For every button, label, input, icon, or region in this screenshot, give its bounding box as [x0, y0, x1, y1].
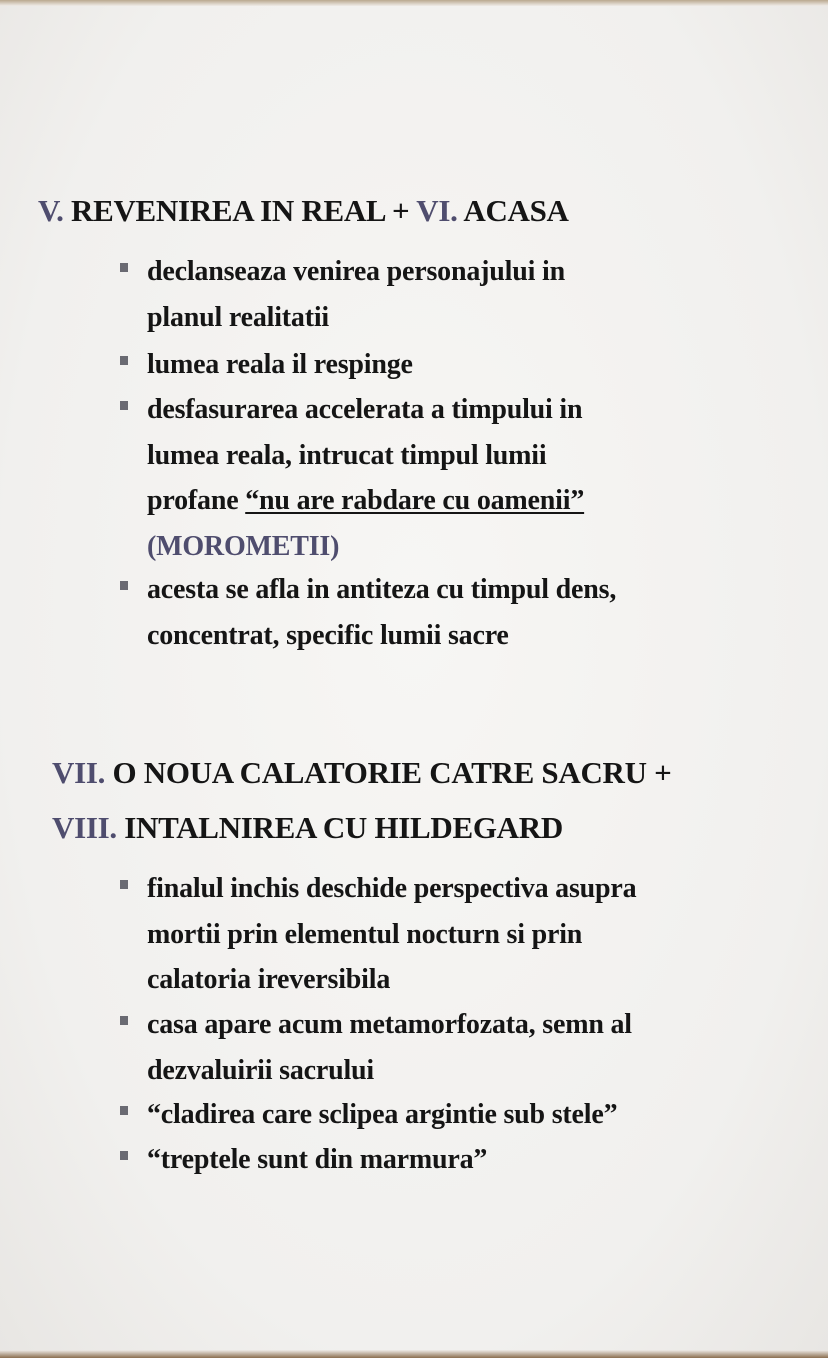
square-bullet-icon: [120, 356, 128, 365]
bullet-item: [120, 387, 584, 569]
section-heading-viii: [52, 810, 563, 846]
item-line: casa apare acum metamorfozata, semn al: [147, 1009, 632, 1040]
item-line: declanseaza venirea personajului in: [147, 256, 565, 287]
item-line: calatoria ireversibila: [147, 964, 391, 995]
bullet-item: [120, 1002, 632, 1093]
square-bullet-icon: [120, 1151, 128, 1160]
item-line: lumea reala, intrucat timpul lumii: [147, 439, 547, 471]
bullet-item: [120, 342, 413, 388]
heading-number: VI.: [416, 193, 458, 228]
underlined-quote: “nu are rabdare cu oamenii”: [245, 485, 585, 516]
item-line: “treptele sunt din marmura”: [147, 1144, 488, 1175]
item-line: lumea reala il respinge: [147, 349, 413, 380]
page-top-edge: [0, 0, 828, 6]
bullet-item: [120, 249, 565, 340]
item-line: dezvaluirii sacrului: [147, 1054, 375, 1086]
heading-text: REVENIREA IN REAL +: [71, 193, 417, 228]
bullet-item: [120, 1092, 617, 1138]
bullet-item: [120, 567, 616, 658]
square-bullet-icon: [120, 581, 128, 590]
heading-text: ACASA: [463, 193, 569, 228]
square-bullet-icon: [120, 1016, 128, 1025]
page-bottom-edge: [0, 1350, 828, 1358]
square-bullet-icon: [120, 880, 128, 889]
item-line: concentrat, specific lumii sacre: [147, 619, 509, 651]
bullet-item: [120, 1137, 487, 1183]
heading-number: VII.: [52, 755, 106, 790]
section-heading-v-vi: [38, 193, 569, 229]
quote-prefix: profane: [147, 485, 246, 516]
square-bullet-icon: [120, 1106, 128, 1115]
section-heading-vii: [52, 755, 672, 791]
heading-text: INTALNIREA CU HILDEGARD: [124, 810, 563, 845]
bullet-item: [120, 866, 636, 1003]
item-line: desfasurarea accelerata a timpului in: [147, 394, 583, 425]
item-line: “cladirea care sclipea argintie sub stele”: [147, 1099, 618, 1130]
quote-source: (MOROMETII): [147, 530, 340, 562]
square-bullet-icon: [120, 401, 128, 410]
heading-number: VIII.: [52, 810, 117, 845]
item-line: acesta se afla in antiteza cu timpul dens,: [147, 574, 617, 605]
heading-number: V.: [38, 193, 64, 228]
item-line: [120, 478, 584, 524]
item-line: planul realitatii: [147, 301, 329, 333]
square-bullet-icon: [120, 263, 128, 272]
item-line: finalul inchis deschide perspectiva asupra: [147, 873, 637, 904]
heading-text: O NOUA CALATORIE CATRE SACRU +: [112, 755, 672, 790]
item-line: mortii prin elementul nocturn si prin: [147, 918, 583, 950]
